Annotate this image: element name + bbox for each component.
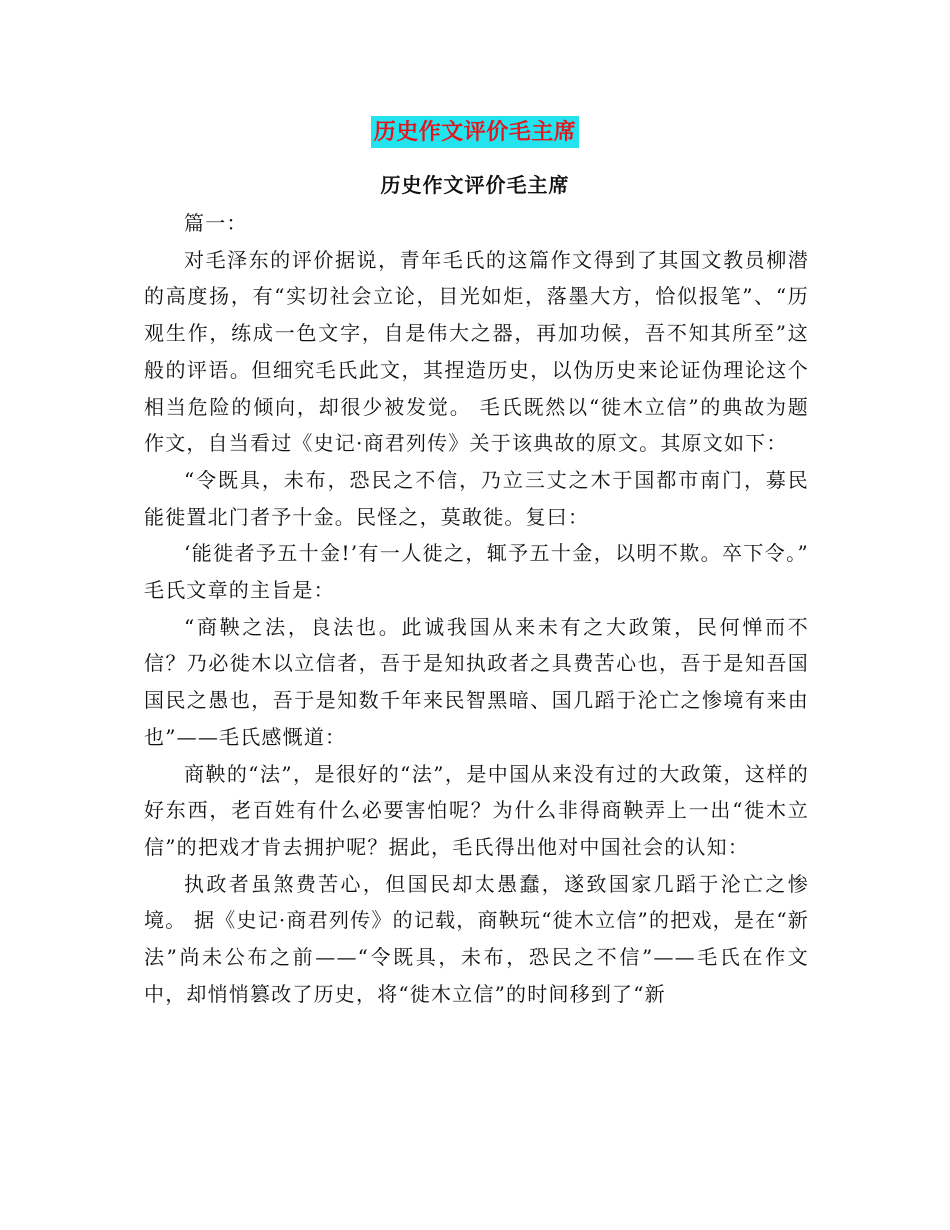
document-title [0, 111, 950, 148]
section-label: 篇一： [184, 211, 248, 235]
body-paragraph: “令既具，未布，恐民之不信，乃立三丈之木于国都市南门，募民能徙置北门者予十金。民怪之，莫敢徙。复曰： [144, 467, 809, 529]
body-paragraph: “商鞅之法，良法也。此诚我国从来未有之大政策，民何惮而不信？乃必徙木以立信者，吾于是知执政者之具费苦心也，吾于是知吾国国民之愚也，吾于是知数千年来民智黑暗、国几蹈于沦亡之惨境有来由也”——毛氏感慨道： [144, 614, 809, 749]
body-paragraph: 执政者虽煞费苦心，但国民却太愚蠢，遂致国家几蹈于沦亡之惨境。 据《史记·商君列传》的记载，商鞅玩“徙木立信”的把戏，是在“新法”尚未公布之前——“令既具，未布，恐民之不信”——毛氏在作文中，却悄悄篡改了历史，将“徙木立信”的时间移到了“新 [144, 871, 809, 1006]
document-subtitle: 历史作文评价毛主席 [380, 173, 570, 197]
document-title-text: 历史作文评价毛主席 [371, 116, 580, 148]
document-body [144, 205, 809, 1012]
body-paragraph: ‘能徙者予五十金!’有一人徙之，辄予五十金，以明不欺。卒下令。” 毛氏文章的主旨是： [144, 541, 809, 603]
body-paragraph: 商鞅的“法”，是很好的“法”，是中国从来没有过的大政策，这样的好东西，老百姓有什么必要害怕呢？为什么非得商鞅弄上一出“徙木立信”的把戏才肯去拥护呢？据此，毛氏得出他对中国社会的认知： [144, 761, 809, 859]
body-paragraph: 对毛泽东的评价据说，青年毛氏的这篇作文得到了其国文教员柳潜的高度扬，有“实切社会立论，目光如炬，落墨大方，恰似报笔”、“历观生作，练成一色文字，自是伟大之器，再加功候，吾不知其所至”这般的评语。但细究毛氏此文，其捏造历史，以伪历史来论证伪理论这个相当危险的倾向，却很少被发觉。 毛氏既然以“徙木立信”的典故为题作文，自当看过《史记·商君列传》关于该典故的原文。其原文如下： [144, 247, 809, 456]
